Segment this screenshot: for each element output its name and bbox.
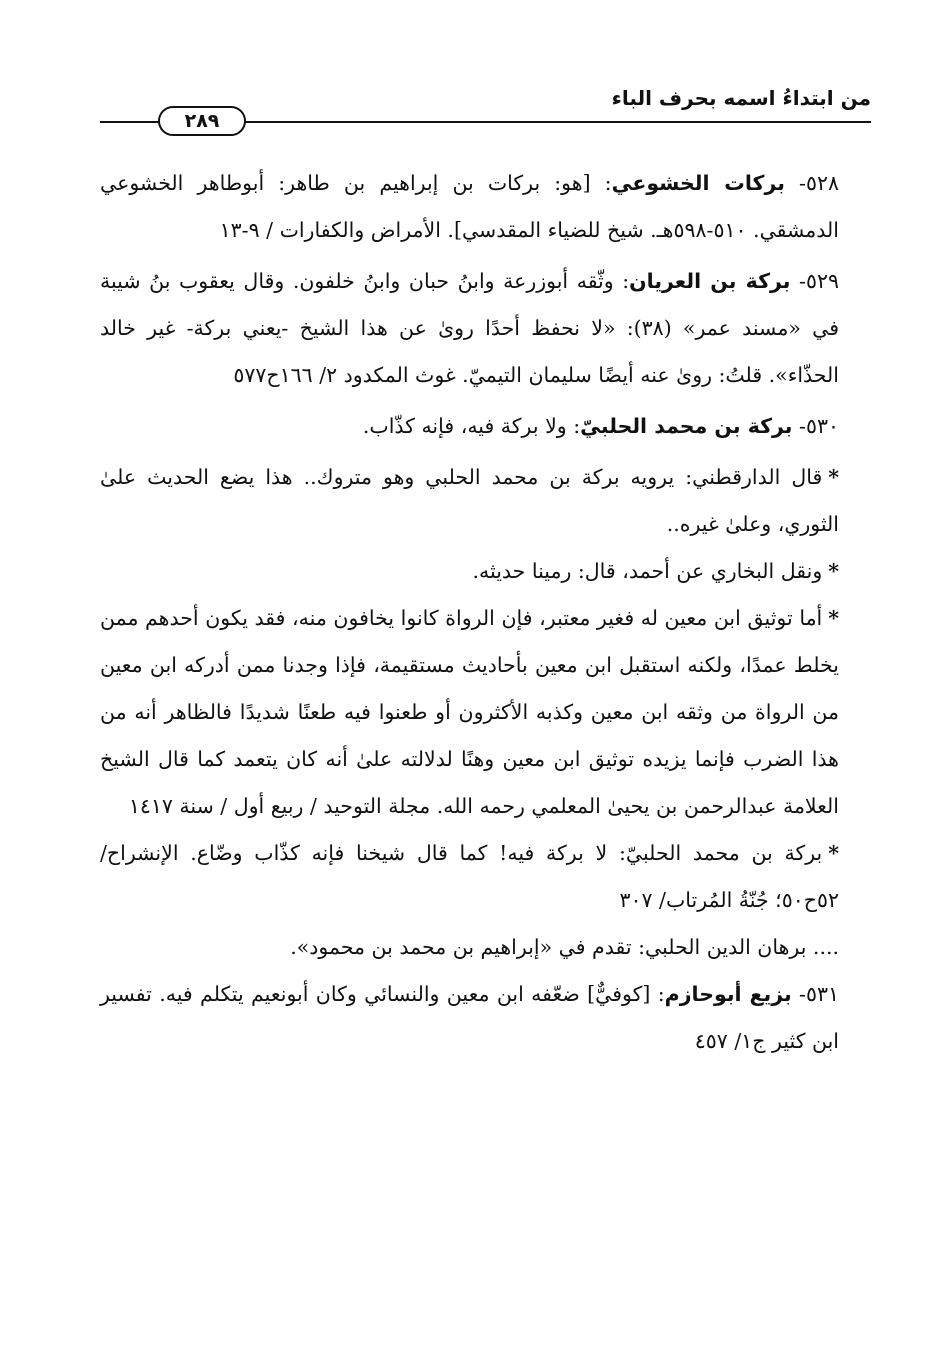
note-inshirah	[100, 830, 871, 924]
entry-529	[100, 258, 871, 399]
entry-number: ٥٣١-	[791, 982, 839, 1006]
entry-name: بركات الخشوعي	[611, 171, 785, 195]
note-text: قال الدارقطني: يرويه بركة بن محمد الحلبي وهو متروك.. هذا يضع الحديث علىٰ الثوري، وعلىٰ غيره..	[100, 465, 839, 536]
running-title: من ابتداءُ اسمه بحرف الباء	[611, 86, 871, 110]
entry-number: ٥٢٨-	[784, 171, 839, 195]
note-ibn-maeen	[100, 595, 871, 830]
star-marker: *	[828, 465, 839, 489]
entry-528	[100, 160, 871, 254]
entry-text: : ولا بركة فيه، فإنه كذّاب.	[362, 414, 581, 438]
entry-text: : [هو: بركات بن إبراهيم بن طاهر: أبوطاهر الخشوعي الدمشقي. ٥١٠-٥٩٨هـ. شيخ للضياء المقدسي]. الأمراض والكفارات / ٩-١٣	[100, 171, 839, 242]
entry-text: : وثّقه أبوزرعة وابنُ حبان وابنُ خلفون. وقال يعقوب بنُ شيبة في «مسند عمر» (٣٨): «لا نحفظ أحدًا روىٰ عن هذا الشيخ -يعني بركة- غير خالد الحذّاء». قلتُ: روىٰ عنه أيضًا سليمان التيميّ. غوث المكدود ٢/ ١٦٦ح٥٧٧	[100, 269, 839, 387]
entry-number: ٥٣٠-	[792, 414, 839, 438]
note-text: ونقل البخاري عن أحمد، قال: رمينا حديثه.	[472, 559, 823, 583]
star-marker: *	[828, 841, 839, 865]
page-body	[100, 160, 871, 1065]
star-marker: *	[828, 606, 839, 630]
entry-text: : [كوفيٌّ] ضعّفه ابن معين والنسائي وكان أبونعيم يتكلم فيه. تفسير ابن كثير ج١/ ٤٥٧	[100, 982, 839, 1053]
entry-name: بركة بن العريان	[629, 269, 791, 293]
note-daraqutni	[100, 454, 871, 548]
note-text: بركة بن محمد الحلبيّ: لا بركة فيه! كما قال شيخنا فإنه كذّاب وضّاع. الإنشراح/ ٥٢ح٥٠؛ جُنّةُ المُرتاب/ ٣٠٧	[100, 841, 839, 912]
entry-531	[100, 971, 871, 1065]
note-bukhari	[100, 548, 871, 595]
note-text: أما توثيق ابن معين له فغير معتبر، فإن الرواة كانوا يخافون منه، فقد يكون أحدهم ممن يخلط عمدًا، ولكنه استقبل ابن معين بأحاديث مستقيمة، فإذا وجدنا ممن أدركه ابن معين من الرواة من وثقه ابن معين وكذبه الأكثرون أو طعنوا فيه طعنًا شديدًا فالظاهر أنه من هذا الضرب فإنما يزيده توثيق ابن معين وهنًا لدلالته علىٰ أنه كان يتعمد كما قال الشيخ العلامة عبدالرحمن بن يحيىٰ المعلمي رحمه الله. مجلة التوحيد / ربيع أول / سنة ١٤١٧	[100, 606, 839, 818]
note-text: .... برهان الدين الحلبي: تقدم في «إبراهيم بن محمد بن محمود».	[290, 935, 839, 959]
page-number: ٢٨٩	[158, 106, 246, 136]
star-marker: *	[828, 559, 839, 583]
entry-530	[100, 403, 871, 450]
entry-number: ٥٢٩-	[790, 269, 839, 293]
note-burhan	[100, 924, 871, 971]
entry-name: بزيع أبوحازم	[664, 982, 792, 1006]
entry-name: بركة بن محمد الحلبيّ	[580, 414, 793, 438]
